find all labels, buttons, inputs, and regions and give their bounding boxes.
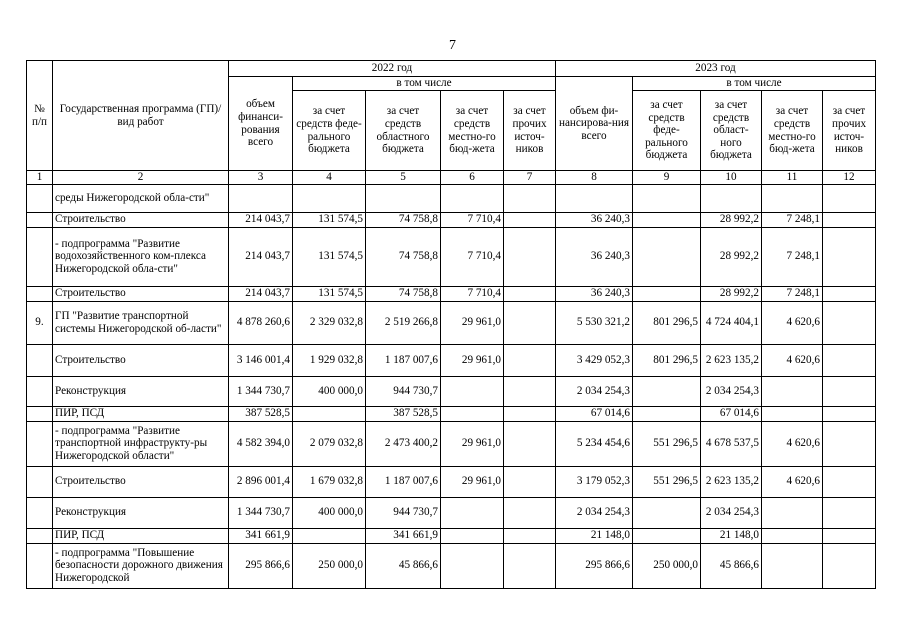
table-cell: 21 148,0 [701,528,762,543]
table-cell: 7 248,1 [762,227,823,286]
table-cell [27,184,53,212]
table-cell: 944 730,7 [366,376,441,406]
table-cell: 74 758,8 [366,286,441,301]
table-cell [823,466,876,497]
table-cell: 250 000,0 [633,543,701,588]
table-cell [504,543,556,588]
table-row [27,344,876,376]
table-cell: 1 344 730,7 [229,497,293,528]
header-year-2022: 2022 год [229,61,556,77]
table-cell [366,184,441,212]
table-cell: 28 992,2 [701,286,762,301]
header-oth-2023: за счет прочих источ-ников [823,91,876,171]
table-cell [823,497,876,528]
table-cell: Строительство [53,212,229,227]
table-cell: 4 678 537,5 [701,421,762,466]
table-cell: 29 961,0 [441,344,504,376]
table-cell: 214 043,7 [229,286,293,301]
table-cell [504,212,556,227]
table-cell [504,286,556,301]
header-num: № п/п [27,61,53,171]
table-cell: 67 014,6 [701,406,762,421]
table-cell: 4 724 404,1 [701,301,762,344]
table-cell [504,376,556,406]
table-cell: 74 758,8 [366,227,441,286]
table-cell: 341 661,9 [366,528,441,543]
table-cell [633,497,701,528]
table-cell [504,184,556,212]
column-number: 5 [366,171,441,185]
table-cell [762,543,823,588]
table-cell [441,184,504,212]
page-number: 7 [449,38,456,53]
column-number: 8 [556,171,633,185]
table-cell: 5 530 321,2 [556,301,633,344]
table-cell [762,376,823,406]
table-cell [27,344,53,376]
table-cell: 5 234 454,6 [556,421,633,466]
table-cell: 36 240,3 [556,286,633,301]
table-cell [27,543,53,588]
table-cell: 4 620,6 [762,301,823,344]
header-incl-2023: в том числе [633,77,876,91]
table-cell: 400 000,0 [293,376,366,406]
table-cell: 2 034 254,3 [556,376,633,406]
header-total-2022: объем финанси-рования всего [229,77,293,171]
table-cell [823,376,876,406]
header-total-2023: объем фи-нансирова-ния всего [556,77,633,171]
table-cell [633,184,701,212]
table-cell [504,528,556,543]
table-cell [27,376,53,406]
table-cell: 400 000,0 [293,497,366,528]
table-cell [229,184,293,212]
table-cell: 7 710,4 [441,212,504,227]
table-cell: 4 582 394,0 [229,421,293,466]
table-cell [762,184,823,212]
table-cell: 2 623 135,2 [701,466,762,497]
table-row [27,301,876,344]
table-cell: 29 961,0 [441,301,504,344]
table-cell: 944 730,7 [366,497,441,528]
table-cell [633,406,701,421]
header-incl-2022: в том числе [293,77,556,91]
table-cell [701,184,762,212]
table-cell [293,406,366,421]
header-loc-2022: за счет средств местно-го бюд-жета [441,91,504,171]
header-year-2023: 2023 год [556,61,876,77]
table-cell: 214 043,7 [229,227,293,286]
table-cell: 28 992,2 [701,227,762,286]
table-cell: 7 248,1 [762,212,823,227]
table-cell: - подпрограмма "Развитие водохозяйственного ком-плекса Нижегородской обла-сти" [53,227,229,286]
table-cell [27,421,53,466]
table-cell: 131 574,5 [293,212,366,227]
table-cell: 2 896 001,4 [229,466,293,497]
header-program: Государственная программа (ГП)/ вид работ [53,61,229,171]
table-cell: 7 710,4 [441,227,504,286]
table-cell [441,497,504,528]
table-cell [823,212,876,227]
table-cell [504,227,556,286]
table-cell: 4 878 260,6 [229,301,293,344]
column-number: 1 [27,171,53,185]
table-cell [504,344,556,376]
table-cell: 21 148,0 [556,528,633,543]
table-cell: 801 296,5 [633,344,701,376]
table-cell: 551 296,5 [633,466,701,497]
table-cell [27,406,53,421]
table-row [27,376,876,406]
table-row [27,543,876,588]
table-cell: 250 000,0 [293,543,366,588]
table-cell [823,184,876,212]
table-cell [823,406,876,421]
table-cell [27,286,53,301]
table-cell: 4 620,6 [762,421,823,466]
table-cell [441,543,504,588]
column-number: 6 [441,171,504,185]
table-row [27,184,876,212]
table-cell: 7 710,4 [441,286,504,301]
table-cell: ПИР, ПСД [53,528,229,543]
table-cell: 2 473 400,2 [366,421,441,466]
table-cell [504,301,556,344]
table-cell: Строительство [53,466,229,497]
table-cell: 295 866,6 [556,543,633,588]
table-cell: 36 240,3 [556,212,633,227]
table-cell [762,406,823,421]
table-cell [823,227,876,286]
table-cell: Строительство [53,286,229,301]
table-cell: Строительство [53,344,229,376]
table-row [27,212,876,227]
table-cell: - подпрограмма "Повышение безопасности дорожного движения Нижегородской [53,543,229,588]
table-row [27,528,876,543]
table-cell: 551 296,5 [633,421,701,466]
table-cell [441,376,504,406]
table-cell: 2 034 254,3 [701,376,762,406]
table-cell: 1 344 730,7 [229,376,293,406]
table-row [27,466,876,497]
table-cell: 2 079 032,8 [293,421,366,466]
table-cell: 2 623 135,2 [701,344,762,376]
table-cell [633,376,701,406]
table-cell [762,497,823,528]
table-cell [504,421,556,466]
table-cell: 7 248,1 [762,286,823,301]
header-reg-2022: за счет средств областного бюджета [366,91,441,171]
table-row [27,406,876,421]
table-cell [441,406,504,421]
column-number: 12 [823,171,876,185]
header-fed-2023: за счет средств феде-рального бюджета [633,91,701,171]
table-cell: 1 187 007,6 [366,344,441,376]
header-reg-2023: за счет средств област-ного бюджета [701,91,762,171]
table-cell: 36 240,3 [556,227,633,286]
table-cell [27,227,53,286]
table-cell: 1 187 007,6 [366,466,441,497]
table-row [27,421,876,466]
table-cell [633,286,701,301]
table-cell [27,212,53,227]
table-cell: 4 620,6 [762,344,823,376]
table-cell [504,406,556,421]
table-cell: 341 661,9 [229,528,293,543]
table-cell [293,184,366,212]
table-cell: 801 296,5 [633,301,701,344]
column-number: 2 [53,171,229,185]
header-oth-2022: за счет прочих источ-ников [504,91,556,171]
table-cell: 131 574,5 [293,286,366,301]
table-cell: - подпрограмма "Развитие транспортной инфраструкту-ры Нижегородской области" [53,421,229,466]
table-row [27,286,876,301]
column-number: 4 [293,171,366,185]
table-cell [823,344,876,376]
table-cell: Реконструкция [53,376,229,406]
table-cell: 2 034 254,3 [701,497,762,528]
table-cell [504,497,556,528]
table-cell: 387 528,5 [366,406,441,421]
header-fed-2022: за счет средств феде-рального бюджета [293,91,366,171]
table-cell: 131 574,5 [293,227,366,286]
table-cell [823,421,876,466]
table-cell: 29 961,0 [441,421,504,466]
table-cell: 4 620,6 [762,466,823,497]
table-cell [633,227,701,286]
table-cell: ПИР, ПСД [53,406,229,421]
column-number: 10 [701,171,762,185]
financing-table [26,60,876,589]
table-cell: 2 034 254,3 [556,497,633,528]
table-cell [27,497,53,528]
table-cell: 3 146 001,4 [229,344,293,376]
table-cell [504,466,556,497]
table-cell [633,212,701,227]
table-cell [27,466,53,497]
table-cell: 214 043,7 [229,212,293,227]
table-cell: ГП "Развитие транспортной системы Нижегородской об-ласти" [53,301,229,344]
table-cell: 3 179 052,3 [556,466,633,497]
table-cell [823,301,876,344]
table-cell [823,528,876,543]
table-cell: среды Нижегородской обла-сти" [53,184,229,212]
table-cell: 29 961,0 [441,466,504,497]
table-cell: Реконструкция [53,497,229,528]
table-cell: 9. [27,301,53,344]
table-cell [633,528,701,543]
table-cell: 45 866,6 [366,543,441,588]
table-cell: 1 679 032,8 [293,466,366,497]
table-cell [823,286,876,301]
table-cell: 2 519 266,8 [366,301,441,344]
table-cell [823,543,876,588]
column-number: 7 [504,171,556,185]
table-cell: 45 866,6 [701,543,762,588]
table-cell [441,528,504,543]
table-cell [27,528,53,543]
column-number: 9 [633,171,701,185]
table-cell: 1 929 032,8 [293,344,366,376]
table-row [27,497,876,528]
table-cell: 387 528,5 [229,406,293,421]
table-cell: 295 866,6 [229,543,293,588]
table-cell: 67 014,6 [556,406,633,421]
table-row [27,227,876,286]
column-number: 11 [762,171,823,185]
table-cell: 28 992,2 [701,212,762,227]
table-cell [293,528,366,543]
table-cell: 3 429 052,3 [556,344,633,376]
table-cell: 74 758,8 [366,212,441,227]
table-cell [556,184,633,212]
table-cell: 2 329 032,8 [293,301,366,344]
column-number: 3 [229,171,293,185]
table-cell [762,528,823,543]
header-loc-2023: за счет средств местно-го бюд-жета [762,91,823,171]
